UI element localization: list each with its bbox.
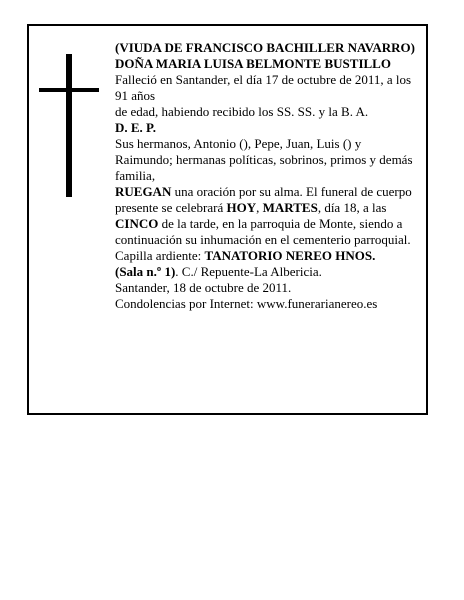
sala-label: (Sala n.º 1) [115, 264, 176, 279]
cross-vertical-bar [66, 54, 72, 197]
comma-text: , [256, 200, 263, 215]
dep-line: D. E. P. [115, 120, 157, 135]
address-text: . C./ Repuente-La Albericia. [175, 264, 322, 279]
address-line [115, 264, 420, 280]
martes-word: MARTES [262, 200, 318, 215]
cross-horizontal-bar [39, 88, 99, 92]
funeral-paragraph [115, 184, 420, 248]
chapel-label: Capilla ardiente: [115, 248, 205, 263]
notice-text [115, 40, 420, 312]
deceased-name: DOÑA MARIA LUISA BELMONTE BUSTILLO [115, 56, 391, 71]
ruegan-word: RUEGAN [115, 184, 172, 199]
condolences-line: Condolencias por Internet: www.funerarianereo.es [115, 296, 378, 311]
chapel-line [115, 248, 420, 264]
family-paragraph: Sus hermanos, Antonio (), Pepe, Juan, Luis () y Raimundo; hermanas políticas, sobrinos, primos y demás familia, [115, 136, 413, 183]
chapel-name: TANATORIO NEREO HNOS. [204, 248, 376, 263]
date-line: Santander, 18 de octubre de 2011. [115, 280, 292, 295]
cinco-word: CINCO [115, 216, 159, 231]
widow-line: (VIUDA DE FRANCISCO BACHILLER NAVARRO) [115, 40, 416, 55]
hoy-word: HOY [226, 200, 257, 215]
death-line-2: de edad, habiendo recibido los SS. SS. y la B. A. [115, 104, 369, 119]
prayer-text: una oración por su alma. El funeral de cuerpo presente se celebrará [115, 184, 412, 215]
death-line: Falleció en Santander, el día 17 de octubre de 2011, a los 91 años [115, 72, 412, 103]
funeral-text: de la tarde, en la parroquia de Monte, siendo a continuación su inhumación en el cementerio parroquial. [115, 216, 411, 247]
cross-icon [29, 26, 89, 226]
day-text: , día 18, a las [317, 200, 387, 215]
obituary-notice [27, 24, 428, 415]
